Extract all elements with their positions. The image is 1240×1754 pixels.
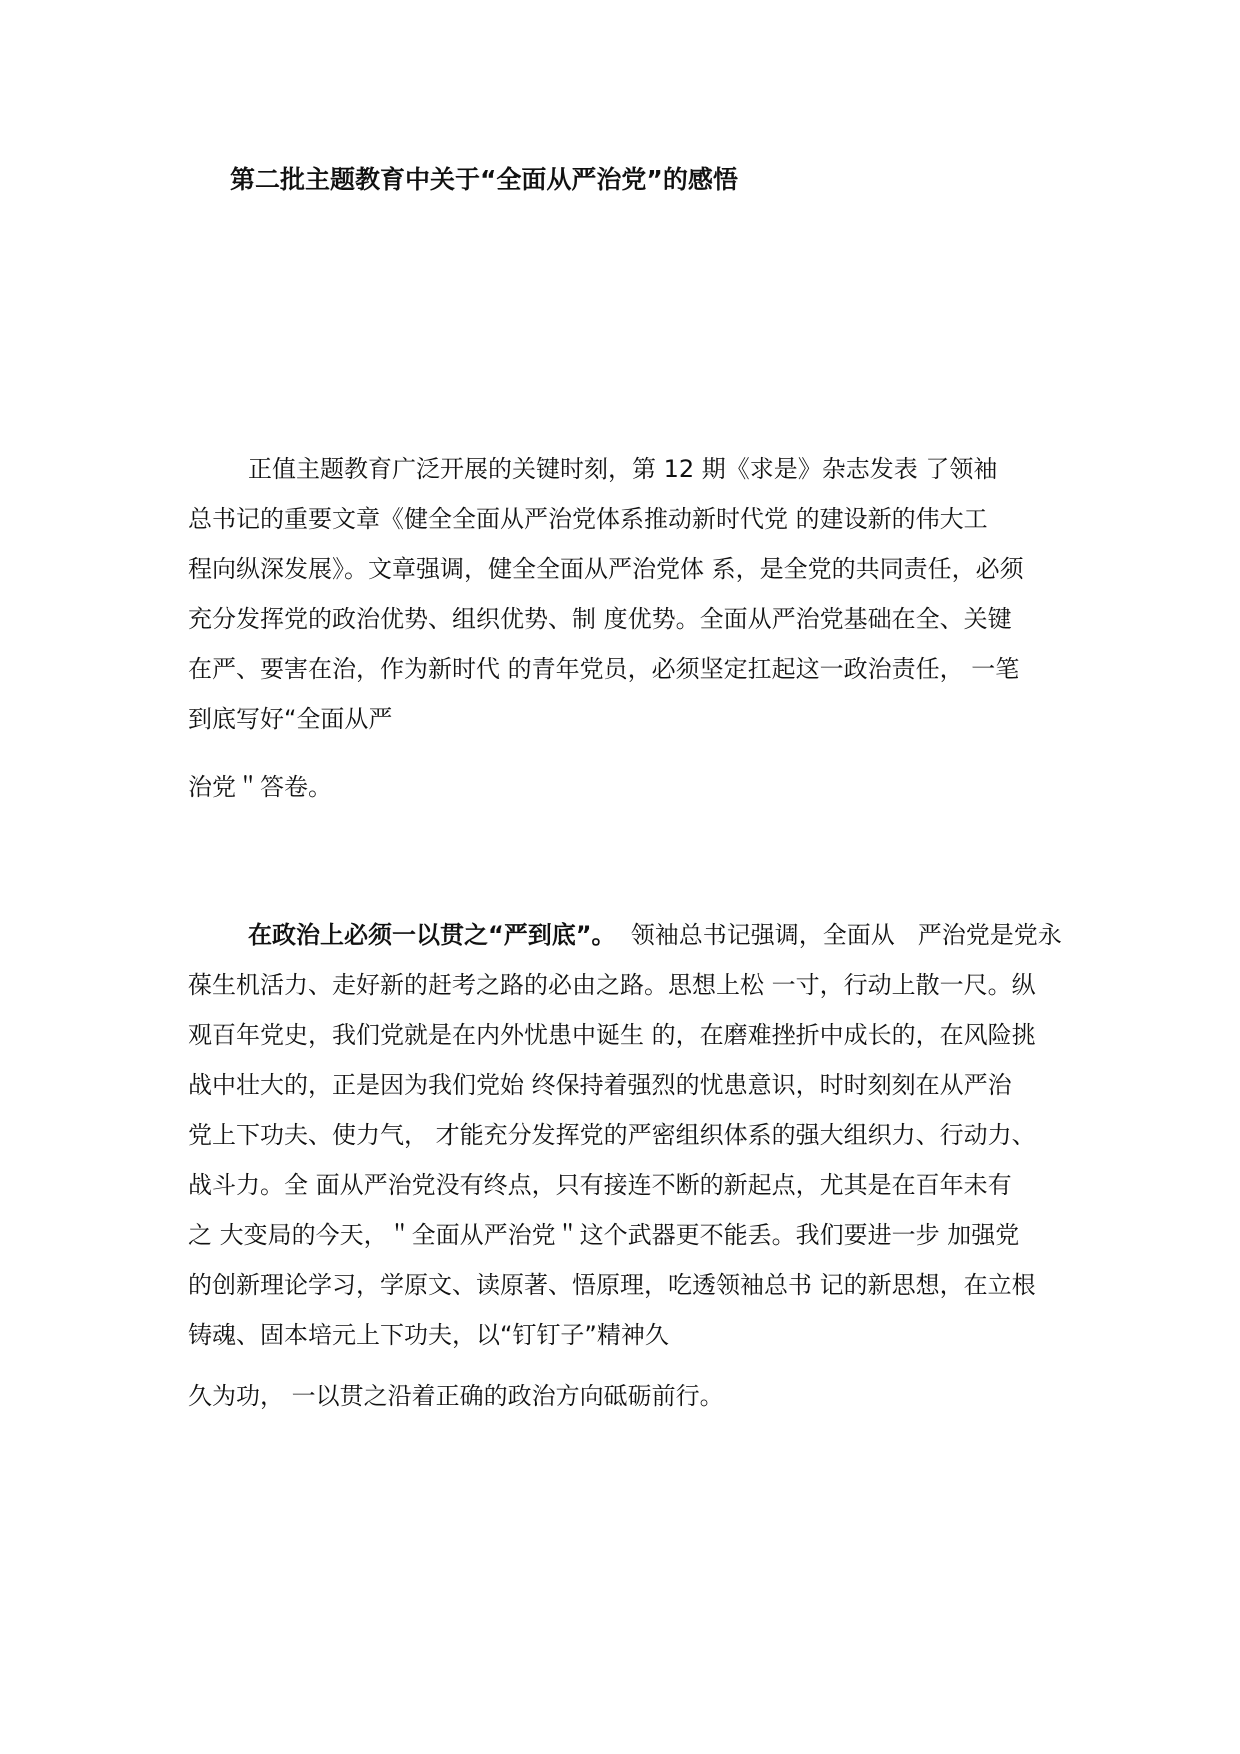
paragraph-2-line: 葆生机活力、走好新的赶考之路的必由之路。思想上松 一寸，行动上散一尺。纵 bbox=[188, 971, 1036, 999]
paragraph-1-tail bbox=[188, 762, 1068, 812]
paragraph-2-line: 观百年党史，我们党就是在内外忧患中诞生 的，在磨难挫折中成长的，在风险挑 bbox=[188, 1021, 1036, 1049]
paragraph-1-line: 总书记的重要文章《健全全面从严治党体系推动新时代党 的建设新的伟大工 bbox=[188, 505, 988, 533]
paragraph-2-first-line bbox=[188, 910, 1068, 960]
paragraph-1-line: 程向纵深发展》。文章强调，健全全面从严治党体 系，是全党的共同责任，必须 bbox=[188, 555, 1024, 583]
paragraph-1-line: 正值主题教育广泛开展的关键时刻，第 12 期《求是》杂志发表 了领袖 bbox=[248, 455, 998, 483]
paragraph-2-line: 之 大变局的今天，＂全面从严治党＂这个武器更不能丢。我们要进一步 加强党 bbox=[188, 1221, 1020, 1249]
paragraph-1-line: 充分发挥党的政治优势、组织优势、制 度优势。全面从严治党基础在全、关键 bbox=[188, 605, 1012, 633]
paragraph-1-line: 到底写好“全面从严 bbox=[188, 705, 393, 733]
document-title: 第二批主题教育中关于“全面从严治党”的感悟 bbox=[230, 165, 738, 194]
paragraph-2-line: 的创新理论学习，学原文、读原著、悟原理，吃透领袖总书 记的新思想，在立根 bbox=[188, 1271, 1036, 1299]
paragraph-1-tail-line: 治党＂答卷。 bbox=[188, 773, 332, 801]
paragraph-2-tail bbox=[188, 1371, 1068, 1421]
paragraph-2-first-line-rest: 领袖总书记强调，全面从 严治党是党永 bbox=[615, 921, 1062, 949]
paragraph-2-line: 铸魂、固本培元上下功夫，以“钉钉子”精神久 bbox=[188, 1321, 669, 1349]
paragraph-2 bbox=[188, 910, 1068, 1360]
paragraph-2-line: 战斗力。全 面从严治党没有终点，只有接连不断的新起点，尤其是在百年未有 bbox=[188, 1171, 1012, 1199]
paragraph-2-tail-line: 久为功， 一以贯之沿着正确的政治方向砥砺前行。 bbox=[188, 1382, 724, 1410]
paragraph-1 bbox=[188, 444, 1068, 744]
paragraph-2-line: 党上下功夫、使力气， 才能充分发挥党的严密组织体系的强大组织力、行动力、 bbox=[188, 1121, 1036, 1149]
paragraph-2-line: 战中壮大的，正是因为我们党始 终保持着强烈的忧患意识，时时刻刻在从严治 bbox=[188, 1071, 1012, 1099]
paragraph-2-lead: 在政治上必须一以贯之“严到底”。 bbox=[248, 921, 616, 949]
paragraph-1-line: 在严、要害在治，作为新时代 的青年党员，必须坚定扛起这一政治责任， 一笔 bbox=[188, 655, 1020, 683]
